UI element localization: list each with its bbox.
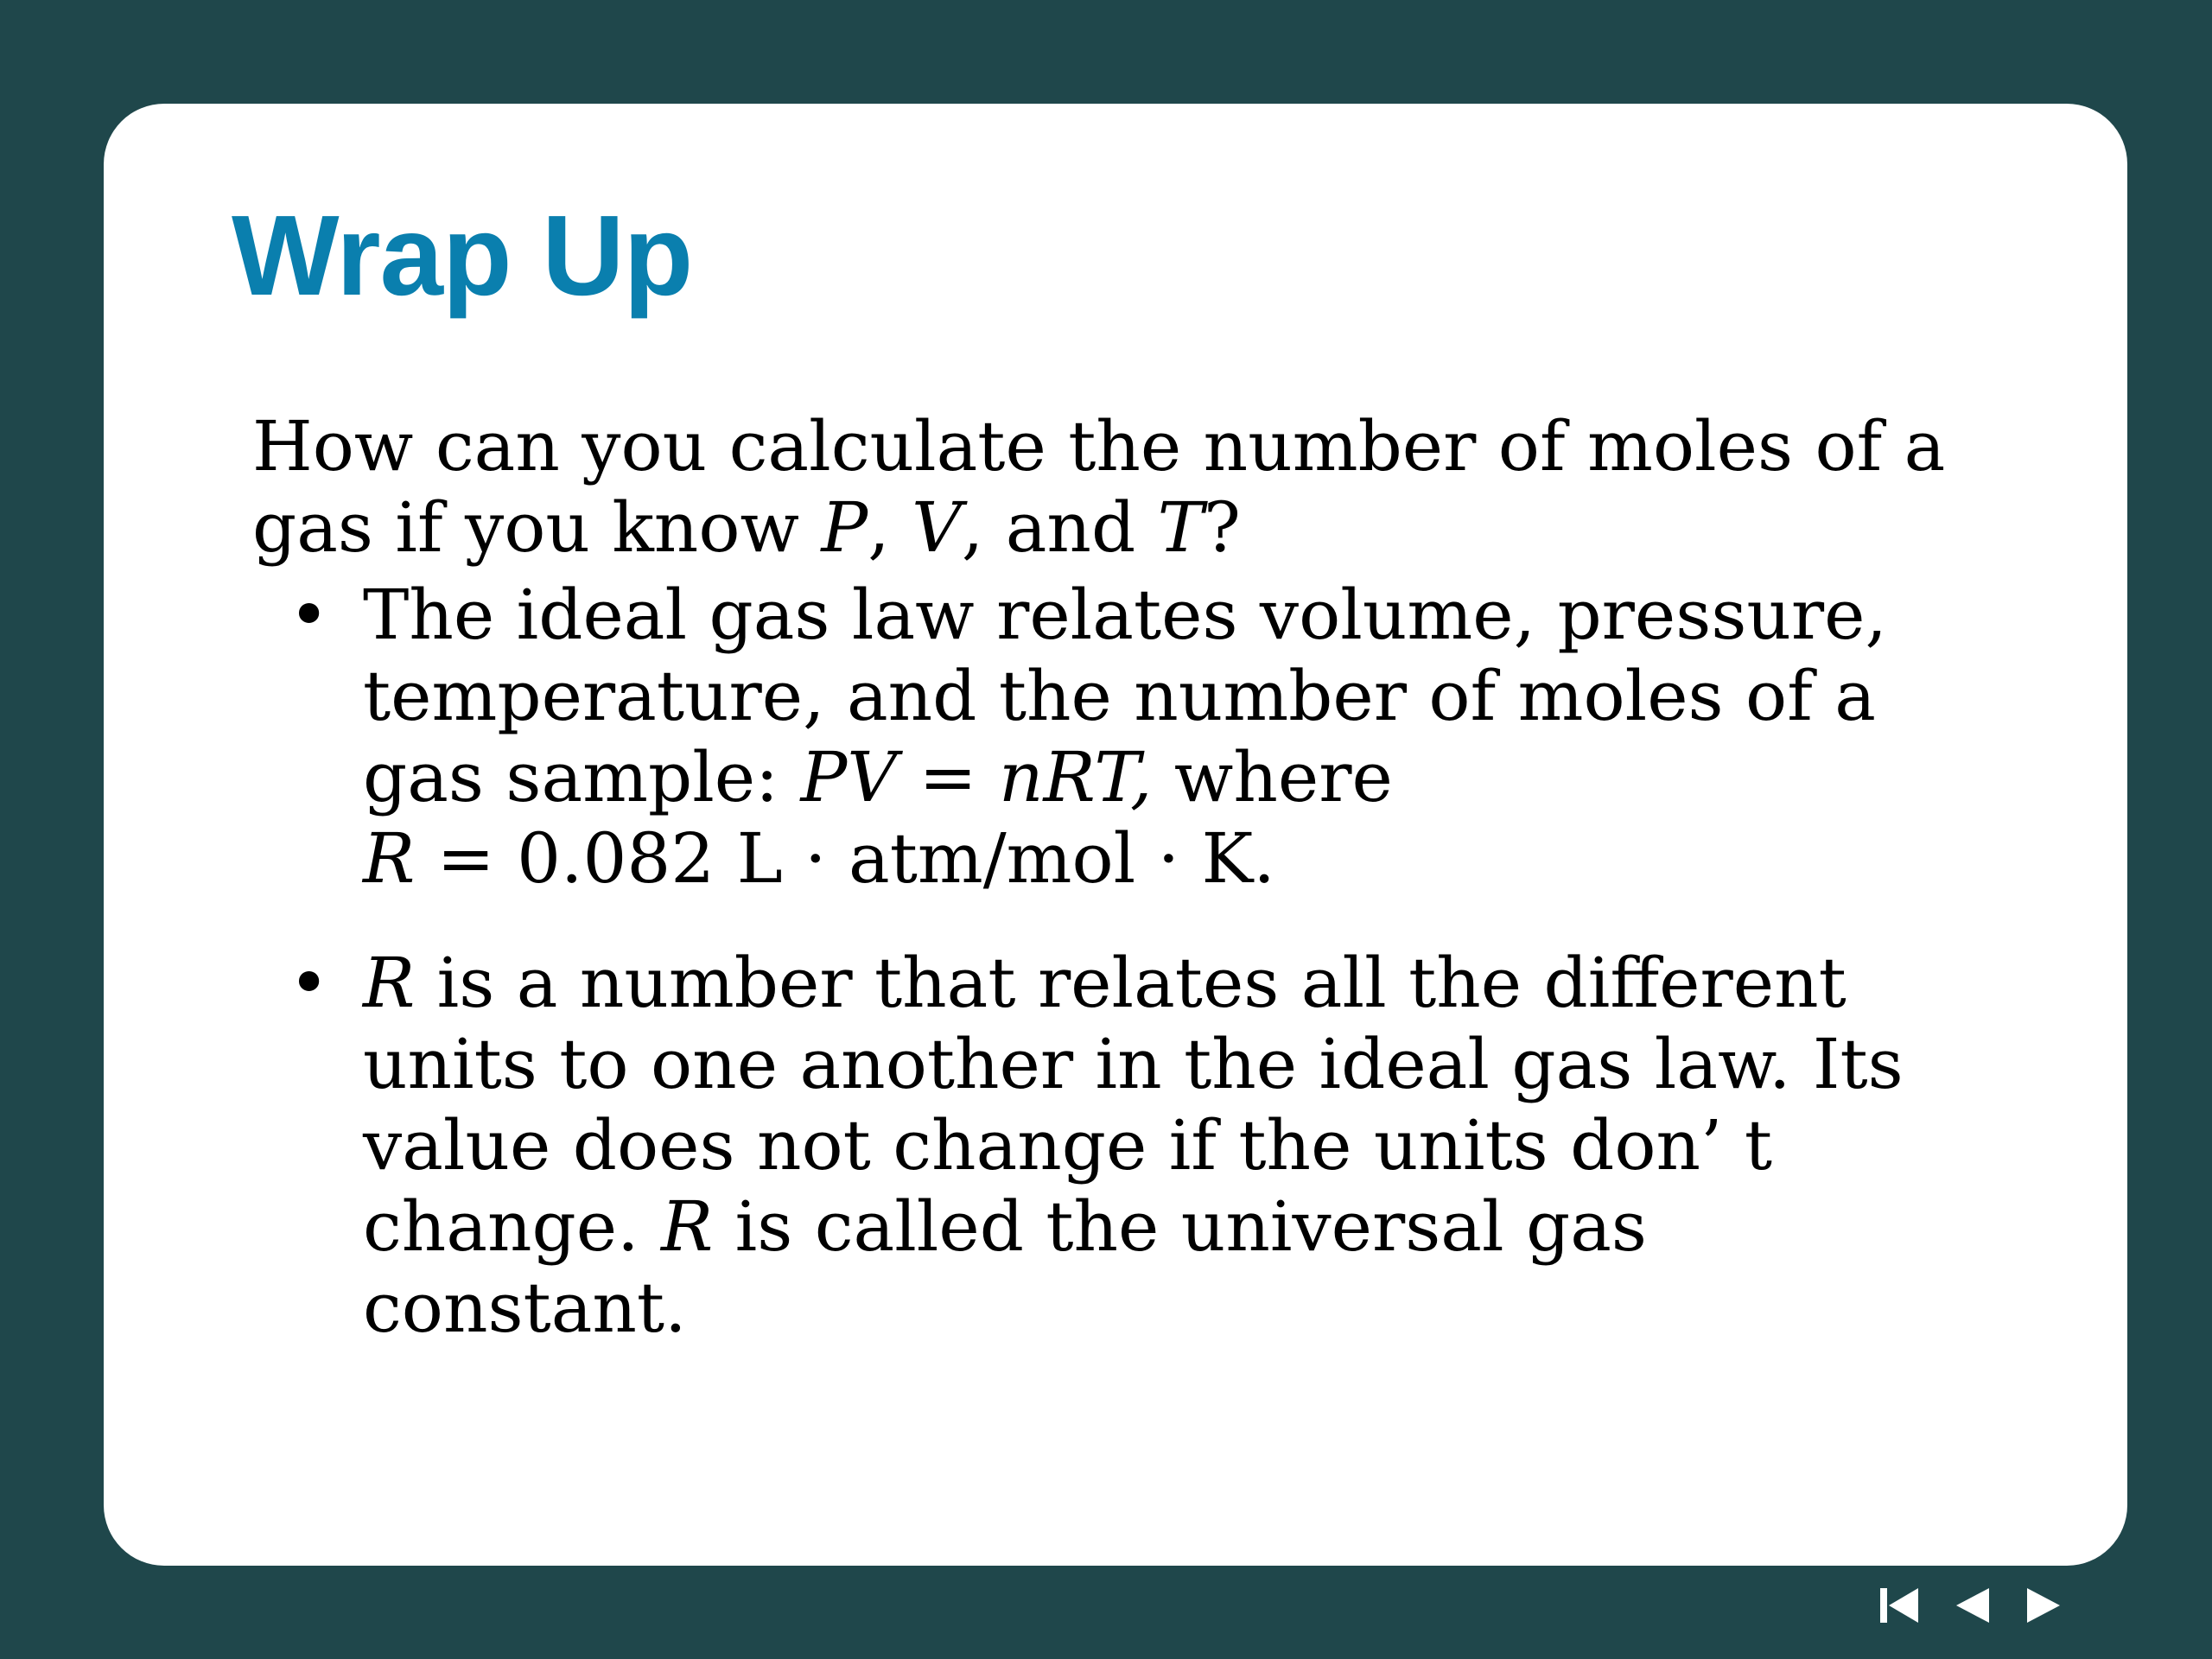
bullet-item-ideal-gas-law (252, 575, 1980, 899)
question-separator-1: , (868, 487, 912, 568)
constant-r-value: = 0.082 L · atm/mol · K. (415, 818, 1275, 899)
bullet-list (252, 575, 1980, 1392)
next-slide-button[interactable] (2024, 1585, 2065, 1626)
ideal-gas-law-text: The ideal gas law relates volume, pressure, temperature, and the number of moles of a gas sample: (363, 575, 1887, 817)
constant-r-symbol: R (660, 1186, 714, 1267)
gas-constant-description: is a number that relates all the different units to one another in the ideal gas law. Its value does not change if the units don’ t change. (363, 943, 1904, 1267)
next-arrow-icon (2025, 1586, 2063, 1624)
bullet-item-gas-constant (252, 943, 1980, 1349)
equation-rhs: nRT, (999, 737, 1153, 817)
equation-equals: = (897, 737, 1000, 817)
slide-navigation (1878, 1585, 2065, 1626)
constant-r-symbol: R (363, 943, 416, 1023)
skip-to-first-icon (1878, 1586, 1920, 1624)
constant-r-symbol: R (363, 818, 416, 899)
previous-arrow-icon (1953, 1586, 1991, 1624)
question-separator-2: , and (961, 487, 1158, 568)
gas-constant-name-text: is called the universal gas constant. (363, 1186, 1647, 1348)
bullet-dot-icon: • (289, 943, 330, 1023)
previous-slide-button[interactable] (1951, 1585, 1993, 1626)
question-text (252, 406, 1980, 569)
first-slide-button[interactable] (1878, 1585, 1920, 1626)
variable-t: T (1157, 487, 1204, 568)
variable-v: V (912, 487, 962, 568)
equation-lhs: PV (800, 737, 898, 817)
question-mark: ? (1203, 487, 1241, 568)
slide-title: Wrap Up (232, 192, 693, 319)
question-text-start: How can you calculate the number of moles of a gas if you know (252, 406, 1946, 568)
variable-p: P (821, 487, 868, 568)
bullet-dot-icon: • (289, 575, 330, 655)
where-text: where (1152, 737, 1393, 817)
